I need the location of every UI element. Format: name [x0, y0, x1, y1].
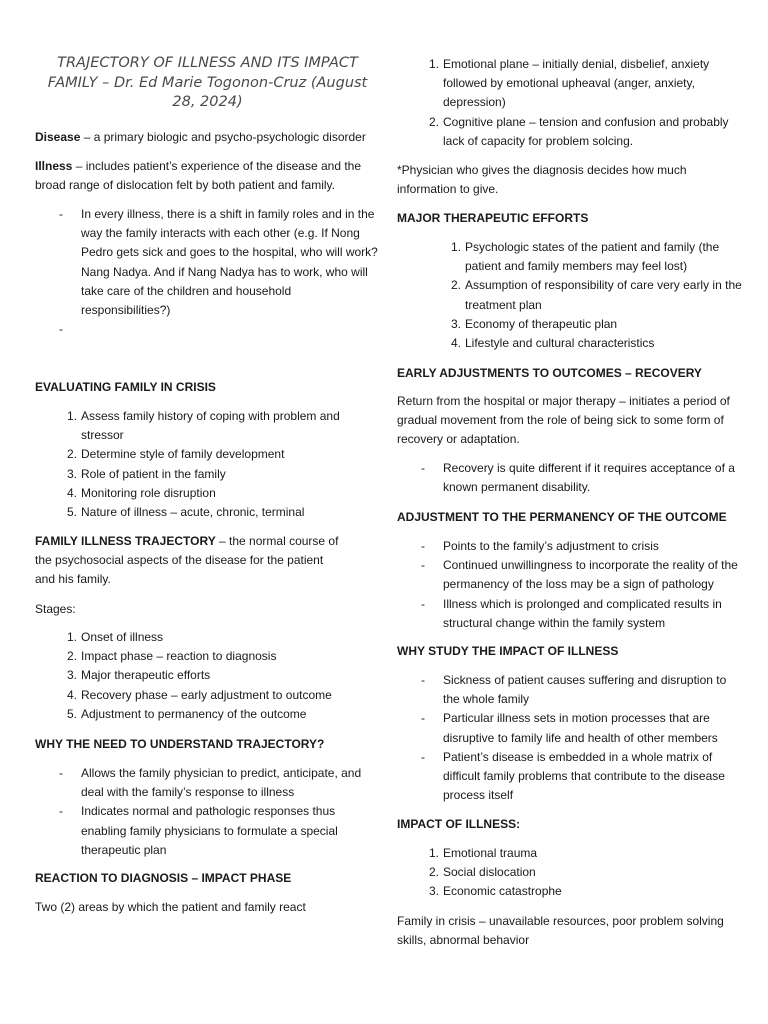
impact-list: [417, 844, 742, 902]
list-number: 5.: [66, 706, 77, 721]
list-number: 5.: [66, 505, 77, 520]
list-number: 1.: [450, 240, 461, 254]
list-item: [421, 671, 742, 709]
dash-marker: -: [421, 539, 425, 553]
early-heading: EARLY ADJUSTMENTS TO OUTCOMES – RECOVERY: [397, 366, 702, 380]
list-item-text: Illness which is prolonged and complicated results in structural change within the family system: [443, 596, 722, 630]
list-item-text: Role of patient in the family: [81, 466, 226, 481]
list-item: [55, 445, 380, 464]
list-item: [55, 503, 380, 522]
list-item-text: In every illness, there is a shift in family roles and in the way the family interacts with each other (e.g. If Nong Pedro gets sick and goes to the hospital, who will work? Nang Nadya. And if Nang Nadya has to work, who will take care of the children and household responsibilities?): [81, 207, 378, 318]
list-number: 1.: [428, 57, 439, 71]
list-item-text: Economy of therapeutic plan: [465, 316, 618, 331]
list-item: [55, 647, 380, 666]
major-list: [439, 238, 742, 353]
list-item: [421, 556, 742, 594]
dash-marker: -: [421, 558, 425, 573]
list-item-text: Nature of illness – acute, chronic, terminal: [81, 505, 305, 520]
list-item-text: Emotional trauma: [443, 846, 538, 860]
list-number: 2.: [66, 447, 77, 462]
dash-marker: -: [421, 596, 425, 611]
list-item: [59, 205, 380, 320]
list-item: [417, 55, 742, 113]
list-item: [55, 465, 380, 484]
list-item-text: Impact phase – reaction to diagnosis: [81, 649, 277, 664]
major-heading: MAJOR THERAPEUTIC EFFORTS: [397, 211, 589, 225]
permanency-heading: ADJUSTMENT TO THE PERMANENCY OF THE OUTCOME: [397, 510, 727, 524]
list-item: [417, 844, 742, 863]
list-item-text: Recovery phase – early adjustment to outcome: [81, 687, 332, 702]
list-item-text: Sickness of patient causes suffering and disruption to the whole family: [443, 673, 727, 707]
reaction-text: Two (2) areas by which the patient and family react: [35, 900, 306, 914]
list-item: [59, 764, 380, 802]
list-item-text: Recovery is quite different if it requires acceptance of a known permanent disability.: [443, 461, 735, 495]
evaluating-list: [55, 407, 380, 522]
list-number: 1.: [428, 846, 439, 860]
list-item: [55, 705, 380, 724]
list-item-text: Monitoring role disruption: [81, 485, 216, 500]
list-number: 1.: [66, 630, 77, 644]
crisis-text: Family in crisis – unavailable resources, poor problem solving skills, abnormal behavior: [397, 914, 724, 948]
list-number: 3.: [450, 316, 461, 331]
list-number: 2.: [428, 114, 439, 129]
dash-marker: -: [59, 804, 63, 819]
early-list: [421, 459, 742, 497]
list-item-text: Allows the family physician to predict, anticipate, and deal with the family’s response to illness: [81, 766, 362, 800]
illness-definition: [35, 157, 375, 195]
why-study-heading: WHY STUDY THE IMPACT OF ILLNESS: [397, 644, 619, 658]
evaluating-heading: EVALUATING FAMILY IN CRISIS: [35, 380, 216, 394]
list-number: 2.: [428, 865, 439, 880]
list-item: [59, 320, 380, 339]
list-item: [55, 407, 380, 445]
disease-def: – a primary biologic and psycho-psychologic disorder: [80, 130, 366, 144]
list-item-text: Lifestyle and cultural characteristics: [465, 336, 655, 351]
list-item-text: Social dislocation: [443, 865, 536, 880]
list-item-text: Economic catastrophe: [443, 884, 562, 899]
why-study-list: [421, 671, 742, 805]
disease-definition: [35, 128, 380, 147]
list-item: [421, 709, 742, 747]
trajectory-term: FAMILY ILLNESS TRAJECTORY: [35, 534, 216, 548]
dash-marker: -: [59, 207, 63, 221]
list-item: [439, 276, 742, 314]
list-item: [421, 459, 742, 497]
dash-marker: -: [421, 673, 425, 687]
list-item: [55, 484, 380, 503]
dash-marker: -: [421, 461, 425, 475]
list-number: 3.: [428, 884, 439, 899]
list-item: [417, 113, 742, 151]
list-item-text: Patient’s disease is embedded in a whole matrix of difficult family problems that contribute to the disease process itself: [443, 749, 725, 803]
list-item-text: Assess family history of coping with problem and stressor: [81, 409, 340, 443]
permanency-list: [421, 537, 742, 633]
disease-term: Disease: [35, 130, 81, 144]
why-need-list: [59, 764, 380, 860]
list-item-text: Points to the family’s adjustment to crisis: [443, 539, 659, 553]
list-item: [439, 315, 742, 334]
dash-marker: -: [59, 766, 63, 780]
list-item: [417, 863, 742, 882]
trajectory-def: – the normal course of the psychosocial aspects of the disease for the patient and his family.: [35, 534, 339, 587]
list-number: 4.: [66, 687, 77, 702]
list-item-text: Psychologic states of the patient and family (the patient and family members may feel lost): [465, 240, 720, 274]
stages-label: Stages:: [35, 602, 76, 616]
list-number: 2.: [450, 278, 461, 293]
list-number: 3.: [66, 466, 77, 481]
illness-term: Illness: [35, 159, 73, 173]
list-number: 1.: [66, 409, 77, 423]
list-item: [55, 628, 380, 647]
dash-marker: -: [421, 749, 425, 764]
list-item: [421, 537, 742, 556]
list-item: [55, 686, 380, 705]
list-number: 4.: [66, 485, 77, 500]
list-item: [421, 595, 742, 633]
list-item: [55, 666, 380, 685]
illness-def: – includes patient’s experience of the disease and the broad range of dislocation felt by both patient and family.: [35, 159, 362, 193]
impact-heading: IMPACT OF ILLNESS:: [397, 817, 521, 831]
list-number: 4.: [450, 336, 461, 351]
list-number: 2.: [66, 649, 77, 664]
dash-marker: -: [59, 322, 63, 337]
list-item-text: Assumption of responsibility of care very early in the treatment plan: [465, 278, 742, 312]
illness-bullets: [59, 205, 380, 339]
list-item-text: Major therapeutic efforts: [81, 668, 211, 683]
trajectory-definition: [35, 532, 345, 590]
list-item-text: Indicates normal and pathologic responses thus enabling family physicians to formulate a special therapeutic plan: [81, 804, 338, 857]
list-item: [421, 748, 742, 806]
list-item-text: Continued unwillingness to incorporate the reality of the permanency of the loss may be a sign of pathology: [443, 558, 738, 592]
list-item: [417, 882, 742, 901]
dash-marker: -: [421, 711, 425, 726]
physician-note: *Physician who gives the diagnosis decides how much information to give.: [397, 163, 687, 197]
list-item-text: Emotional plane – initially denial, disbelief, anxiety followed by emotional upheaval (anger, anxiety, depression): [443, 57, 710, 110]
list-number: 3.: [66, 668, 77, 683]
planes-list: [417, 55, 742, 151]
list-item-text: Onset of illness: [81, 630, 164, 644]
document-title: TRAJECTORY OF ILLNESS AND ITS IMPACT FAMILY – Dr. Ed Marie Togonon-Cruz (August 28, 2024): [47, 55, 368, 110]
list-item: [439, 238, 742, 276]
list-item-text: Cognitive plane – tension and confusion and probably lack of capacity for problem solcing.: [443, 114, 729, 148]
stages-list: [55, 628, 380, 724]
why-need-heading: WHY THE NEED TO UNDERSTAND TRAJECTORY?: [35, 737, 325, 751]
early-text: Return from the hospital or major therapy – initiates a period of gradual movement from the role of being sick to some form of recovery or adaptation.: [397, 394, 730, 447]
list-item-text: Particular illness sets in motion processes that are disruptive to family life and health of other members: [443, 711, 718, 745]
list-item-text: Determine style of family development: [81, 447, 285, 462]
list-item-text: Adjustment to permanency of the outcome: [81, 706, 307, 721]
reaction-heading: REACTION TO DIAGNOSIS – IMPACT PHASE: [35, 871, 292, 885]
list-item: [439, 334, 742, 353]
list-item: [59, 802, 380, 860]
